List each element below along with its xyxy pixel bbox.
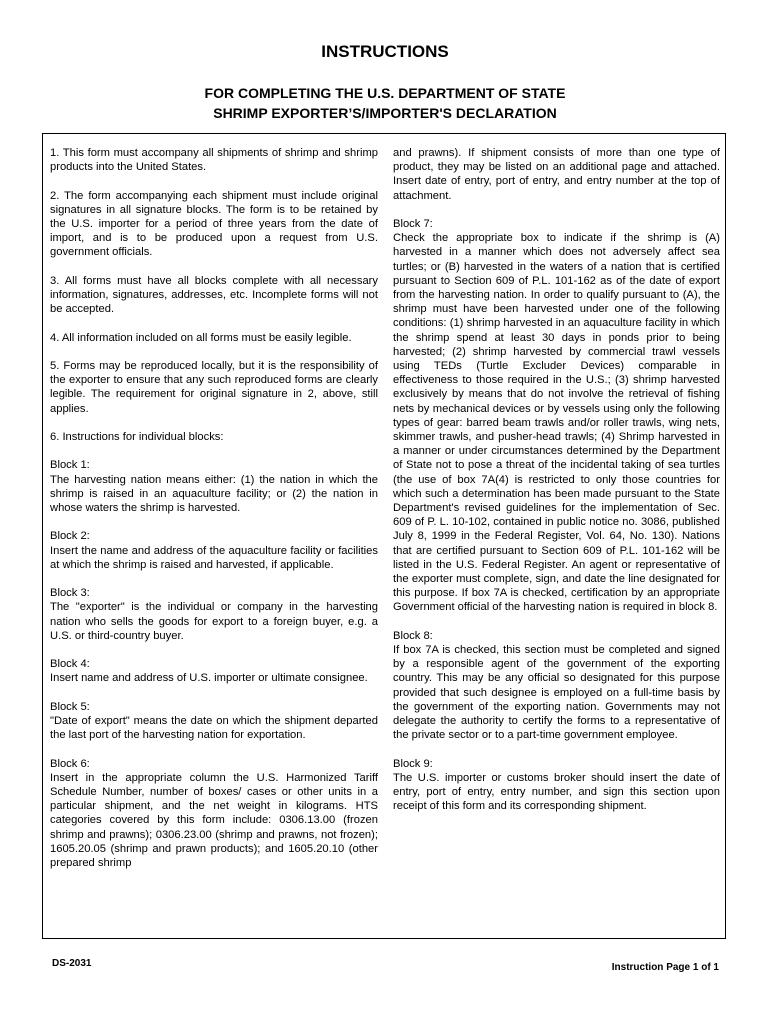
block-7-text: Check the appropriate box to indicate if the shrimp is (A) harvested in a manner which does not adversely affect sea turtles; or (B) harvested in the waters of a nation that is certified pursuant to Section 609 of P.L. 101-162 as of the date of export from the harvesting nation. In order to qualify pursuant to (A), the shrimp must have been harvested under one of the following conditions: (1) shrimp harvested in an aquaculture facility in which the shrimp spend at least 30 days in ponds prior to being harvested; (2) shrimp harvested by commercial trawl vessels using TEDs (Turtle Excluder Devices) comparable in effectiveness to those required in the U.S.; (3) shrimp harvested exclusively by means that do not involve the retrieval of fishing nets by mechanical devices or by vessels using only the following types of gear: barred beam trawls and/or roller trawls, wing nets, skimmer trawls, and pusher-head trawls; (4) Shrimp harvested in a manner or under circumstances determined by the Department of State not to pose a threat of the incidental taking of sea turtles (the use of box 7A(4) is restricted to only those countries for which such a determination has been made pursuant to the State Department's revised guidelines for the implementation of Sec. 609 of P. L. 10-102, contained in public notice no. 3086, published July 8, 1999 in the Federal Register, Vol. 64, No. 130). Nations that are certified pursuant to Section 609 of P.L. 101-162 will be listed in the U.S. Federal Register. An agent or representative of the exporter must complete, sign, and date the line designated for this purpose. If box 7A is checked, certification by an appropriate Government official of the harvesting nation is required in block 8. (393, 232, 720, 614)
block-9-section (393, 757, 720, 814)
block-8-heading: Block 8: (393, 629, 433, 642)
block-5-heading: Block 5: (50, 700, 90, 713)
instruction-item-6: 6. Instructions for individual blocks: (50, 430, 224, 443)
block-4-section (50, 657, 378, 685)
block-3-text: The "exporter" is the individual or company in the harvesting nation who sells the goods for export to a foreign buyer, e.g. a U.S. or third-country buyer. (50, 601, 378, 642)
block-1-text: The harvesting nation means either: (1) the nation in which the shrimp is raised in an aquaculture facility; or (2) the nation in whose waters the shrimp is harvested. (50, 473, 378, 514)
instruction-item-2: 2. The form accompanying each shipment must include original signatures in all signature blocks. The form is to be retained by the U.S. importer for a period of three years from the date of import, and is to be produced upon a request from U.S. government officials. (50, 189, 378, 259)
block-6-heading: Block 6: (50, 757, 90, 770)
block-2-heading: Block 2: (50, 530, 90, 543)
block-9-heading: Block 9: (393, 757, 433, 770)
block-7-heading: Block 7: (393, 218, 433, 230)
block-2-text: Insert the name and address of the aquaculture facility or facilities at which the shrimp is raised and harvested, if applicable. (50, 544, 378, 571)
block-3-heading: Block 3: (50, 587, 90, 600)
right-column (393, 146, 720, 828)
block-9-text: The U.S. importer or customs broker should insert the date of entry, port of entry, entry number, and sign this section upon receipt of this form and its corresponding shipment. (393, 771, 720, 813)
block-2-section (50, 529, 378, 572)
instruction-item-1: 1. This form must accompany all shipments of shrimp and shrimp products into the United States. (50, 147, 378, 174)
left-column (50, 146, 378, 884)
page-number-label: Instruction Page 1 of 1 (611, 962, 719, 973)
instruction-item-3: 3. All forms must have all blocks complete with all necessary information, signatures, addresses, etc. Incomplete forms will not be accepted. (50, 274, 378, 316)
block-6-section (50, 757, 378, 871)
form-number: DS-2031 (52, 958, 92, 969)
block-6-text: Insert in the appropriate column the U.S. Harmonized Tariff Schedule Number, number of boxes/ cases or other units in a particular shipment, and the net weight in kilograms. HTS categories covered by this form include: 0306.13.00 (frozen shrimp and prawns); 0306.23.00 (shrimp and prawns, not frozen); 1605.20.05 (shrimp and prawn products); and 1605.20.10 (other prepared shrimp (50, 771, 378, 869)
instruction-item-4: 4. All information included on all forms must be easily legible. (50, 331, 352, 344)
block-8-text: If box 7A is checked, this section must be completed and signed by a responsible agent of the government of the exporting country. This may be any official so designated for this purpose provided that such designee is employed on a full-time basis by the government of the exporting nation. Governments may not delegate the authority to certify the forms to a representative of the private sector or to a part-time government employee. (393, 644, 720, 742)
document-subtitle-line2: SHRIMP EXPORTER’S/IMPORTER'S DECLARATION (213, 105, 557, 121)
block-6-continuation: and prawns). If shipment consists of more than one type of product, they may be listed on an additional page and attached. Insert date of entry, port of entry, and entry number at the top of attachment. (393, 147, 720, 202)
block-7-section (393, 217, 720, 615)
document-title: INSTRUCTIONS (321, 42, 449, 61)
block-4-text: Insert name and address of U.S. importer or ultimate consignee. (50, 672, 368, 685)
block-5-text: "Date of export" means the date on which the shipment departed the last port of the harvesting nation for exportation. (50, 714, 378, 742)
block-5-section (50, 700, 378, 743)
document-subtitle-line1: FOR COMPLETING THE U.S. DEPARTMENT OF STATE (204, 85, 566, 101)
block-1-section (50, 458, 378, 515)
block-4-heading: Block 4: (50, 658, 90, 671)
instruction-item-5: 5. Forms may be reproduced locally, but it is the responsibility of the exporter to ensure that any such reproduced forms are clearly legible. The requirement for original signature in 2, above, still applies. (50, 359, 378, 415)
block-3-section (50, 586, 378, 643)
block-1-heading: Block 1: (50, 459, 90, 472)
block-8-section (393, 629, 720, 743)
